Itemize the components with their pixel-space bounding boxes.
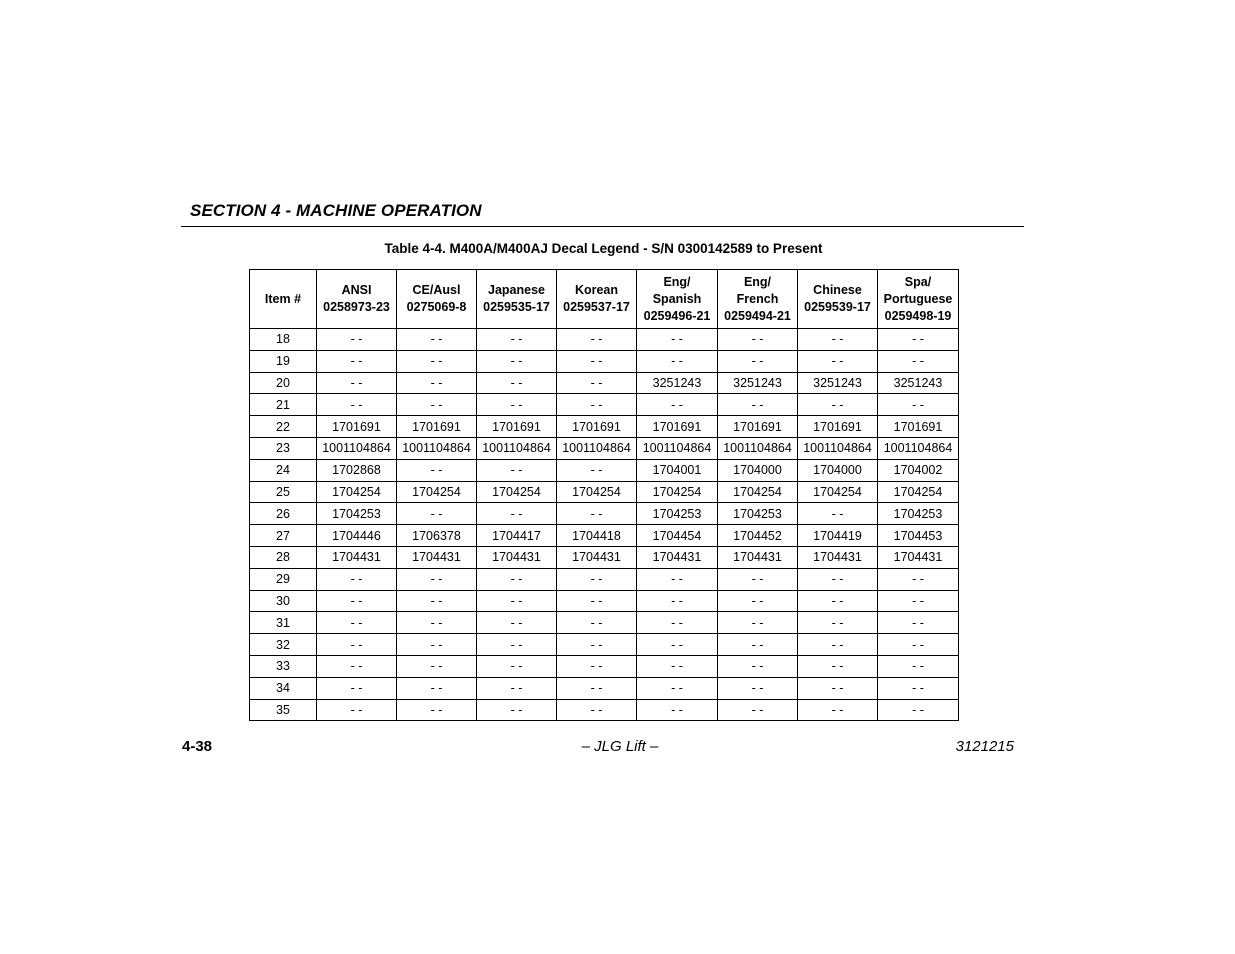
decal-part-cell: - - — [637, 612, 718, 634]
decal-part-cell: - - — [718, 394, 798, 416]
decal-part-cell: - - — [798, 329, 878, 351]
item-number-cell: 19 — [250, 350, 317, 372]
decal-part-cell: 3251243 — [878, 372, 959, 394]
decal-part-cell: 1001104864 — [718, 437, 798, 459]
column-header-line: Eng/ — [663, 274, 691, 289]
decal-part-cell: 1701691 — [798, 416, 878, 438]
decal-part-cell: - - — [878, 634, 959, 656]
column-header — [637, 270, 718, 329]
decal-part-cell: - - — [798, 394, 878, 416]
column-header-line: French — [736, 291, 779, 306]
column-header-line: 0259498-19 — [884, 308, 952, 323]
column-header-line: Chinese — [813, 283, 862, 297]
table-row — [250, 525, 959, 547]
decal-part-cell: - - — [798, 590, 878, 612]
decal-part-cell: 1001104864 — [477, 437, 557, 459]
column-header — [878, 270, 959, 329]
decal-part-cell: - - — [557, 372, 637, 394]
decal-part-cell: - - — [878, 677, 959, 699]
table-row — [250, 437, 959, 459]
item-number-cell: 29 — [250, 568, 317, 590]
decal-part-cell: - - — [317, 655, 397, 677]
item-number-cell: 27 — [250, 525, 317, 547]
decal-part-cell: 1701691 — [477, 416, 557, 438]
table-row — [250, 546, 959, 568]
item-number-cell: 23 — [250, 437, 317, 459]
decal-part-cell: - - — [477, 699, 557, 721]
decal-part-cell: - - — [878, 350, 959, 372]
decal-part-cell: 1704431 — [798, 546, 878, 568]
column-header — [397, 270, 477, 329]
item-number-cell: 24 — [250, 459, 317, 481]
decal-part-cell: - - — [397, 677, 477, 699]
decal-part-cell: - - — [317, 677, 397, 699]
item-number-cell: 26 — [250, 503, 317, 525]
decal-part-cell: - - — [798, 568, 878, 590]
decal-part-cell: - - — [637, 350, 718, 372]
decal-part-cell: - - — [557, 655, 637, 677]
decal-part-cell: - - — [718, 568, 798, 590]
column-header-line: 0259535-17 — [483, 300, 550, 314]
column-header-line: ANSI — [341, 283, 372, 297]
decal-part-cell: - - — [477, 568, 557, 590]
column-header-line: 0259537-17 — [563, 300, 630, 314]
decal-part-cell: 1001104864 — [637, 437, 718, 459]
decal-part-cell: 3251243 — [798, 372, 878, 394]
decal-part-cell: - - — [317, 329, 397, 351]
item-number-cell: 20 — [250, 372, 317, 394]
decal-part-cell: - - — [798, 655, 878, 677]
decal-part-cell: - - — [397, 568, 477, 590]
decal-part-cell: - - — [718, 677, 798, 699]
decal-part-cell: 1704254 — [477, 481, 557, 503]
decal-part-cell: 1701691 — [718, 416, 798, 438]
decal-part-cell: - - — [637, 568, 718, 590]
column-header-line: 0275069-8 — [406, 300, 467, 314]
decal-part-cell: 1701691 — [878, 416, 959, 438]
section-divider — [181, 226, 1024, 227]
decal-part-cell: - - — [718, 634, 798, 656]
table-row — [250, 503, 959, 525]
column-header-line: Eng/ — [743, 274, 772, 289]
decal-part-cell: - - — [798, 503, 878, 525]
decal-part-cell: 3251243 — [637, 372, 718, 394]
decal-part-cell: 1704254 — [878, 481, 959, 503]
decal-part-cell: - - — [397, 590, 477, 612]
decal-part-cell: - - — [798, 699, 878, 721]
column-header-line: CE/Ausl — [412, 283, 461, 297]
decal-part-cell: - - — [317, 699, 397, 721]
decal-part-cell: 1704000 — [718, 459, 798, 481]
decal-part-cell: - - — [557, 677, 637, 699]
decal-part-cell: - - — [317, 372, 397, 394]
decal-part-cell: - - — [878, 612, 959, 634]
decal-part-cell: - - — [557, 568, 637, 590]
table-caption: Table 4-4. M400A/M400AJ Decal Legend - S/N 0300142589 to Present — [384, 241, 823, 256]
item-number-cell: 33 — [250, 655, 317, 677]
column-header-line: 0259539-17 — [804, 300, 871, 314]
item-number-cell: 22 — [250, 416, 317, 438]
decal-part-cell: - - — [718, 699, 798, 721]
decal-part-cell: - - — [637, 655, 718, 677]
decal-part-cell: 1704254 — [317, 481, 397, 503]
decal-part-cell: 1704431 — [557, 546, 637, 568]
decal-part-cell: - - — [477, 350, 557, 372]
table-row — [250, 459, 959, 481]
decal-part-cell: - - — [557, 459, 637, 481]
table-row — [250, 590, 959, 612]
column-header-line: Korean — [574, 283, 619, 297]
column-header — [798, 270, 878, 329]
table-row — [250, 350, 959, 372]
column-header — [718, 270, 798, 329]
decal-part-cell: 1704431 — [637, 546, 718, 568]
decal-part-cell: - - — [557, 503, 637, 525]
decal-part-cell: - - — [317, 350, 397, 372]
decal-part-cell: - - — [718, 590, 798, 612]
decal-part-cell: - - — [718, 655, 798, 677]
item-number-cell: 21 — [250, 394, 317, 416]
item-number-cell: 35 — [250, 699, 317, 721]
decal-part-cell: - - — [637, 677, 718, 699]
decal-part-cell: - - — [397, 372, 477, 394]
decal-part-cell: 1001104864 — [317, 437, 397, 459]
decal-part-cell: - - — [317, 568, 397, 590]
decal-part-cell: - - — [878, 394, 959, 416]
decal-part-cell: 1704254 — [718, 481, 798, 503]
column-header-line: 0259494-21 — [724, 308, 791, 323]
decal-part-cell: 1704431 — [397, 546, 477, 568]
decal-part-cell: 1704253 — [637, 503, 718, 525]
decal-part-cell: - - — [477, 634, 557, 656]
decal-part-cell: 1704254 — [798, 481, 878, 503]
decal-part-cell: 1704431 — [718, 546, 798, 568]
decal-part-cell: 1704431 — [477, 546, 557, 568]
decal-part-cell: - - — [557, 590, 637, 612]
decal-part-cell: - - — [317, 590, 397, 612]
decal-part-cell: 1704254 — [557, 481, 637, 503]
decal-part-cell: - - — [557, 394, 637, 416]
table-row — [250, 699, 959, 721]
decal-part-cell: 1704419 — [798, 525, 878, 547]
footer-brand: – JLG Lift – — [581, 738, 659, 755]
decal-part-cell: - - — [878, 699, 959, 721]
decal-part-cell: 1704253 — [878, 503, 959, 525]
decal-part-cell: 1701691 — [397, 416, 477, 438]
decal-part-cell: - - — [557, 699, 637, 721]
decal-part-cell: - - — [397, 350, 477, 372]
decal-part-cell: - - — [477, 329, 557, 351]
decal-part-cell: 1704254 — [397, 481, 477, 503]
decal-part-cell: - - — [878, 568, 959, 590]
column-header-line: Spa/ — [904, 274, 932, 289]
decal-part-cell: 1001104864 — [878, 437, 959, 459]
page-number: 4-38 — [182, 738, 213, 755]
decal-part-cell: 1701691 — [317, 416, 397, 438]
decal-part-cell: 1701691 — [637, 416, 718, 438]
decal-part-cell: - - — [718, 329, 798, 351]
column-header — [477, 270, 557, 329]
item-number-cell: 25 — [250, 481, 317, 503]
decal-part-cell: - - — [397, 394, 477, 416]
decal-part-cell: - - — [477, 459, 557, 481]
decal-part-cell: - - — [397, 503, 477, 525]
table-row — [250, 481, 959, 503]
decal-part-cell: 3251243 — [718, 372, 798, 394]
decal-part-cell: 1704431 — [878, 546, 959, 568]
decal-part-cell: 1001104864 — [798, 437, 878, 459]
decal-part-cell: - - — [317, 612, 397, 634]
decal-part-cell: 1704446 — [317, 525, 397, 547]
column-header — [557, 270, 637, 329]
item-number-cell: 28 — [250, 546, 317, 568]
decal-part-cell: 1701691 — [557, 416, 637, 438]
decal-part-cell: - - — [477, 372, 557, 394]
decal-part-cell: 1704253 — [317, 503, 397, 525]
table-body — [250, 329, 959, 721]
decal-part-cell: - - — [317, 634, 397, 656]
decal-part-cell: - - — [557, 350, 637, 372]
column-header — [250, 270, 317, 329]
decal-part-cell: - - — [637, 394, 718, 416]
table-row — [250, 677, 959, 699]
decal-part-cell: 1704254 — [637, 481, 718, 503]
decal-part-cell: - - — [798, 612, 878, 634]
table-row — [250, 329, 959, 351]
decal-part-cell: - - — [397, 612, 477, 634]
decal-part-cell: 1704001 — [637, 459, 718, 481]
table-row — [250, 568, 959, 590]
decal-part-cell: - - — [798, 350, 878, 372]
decal-part-cell: - - — [477, 655, 557, 677]
decal-part-cell: - - — [317, 394, 397, 416]
column-header-line: Item # — [264, 291, 302, 306]
decal-part-cell: - - — [477, 394, 557, 416]
decal-part-cell: - - — [718, 612, 798, 634]
decal-part-cell: - - — [798, 634, 878, 656]
decal-part-cell: - - — [397, 655, 477, 677]
decal-part-cell: - - — [477, 503, 557, 525]
decal-part-cell: 1704454 — [637, 525, 718, 547]
table-row — [250, 394, 959, 416]
decal-part-cell: 1704417 — [477, 525, 557, 547]
table-header-row — [250, 270, 959, 329]
table-row — [250, 372, 959, 394]
decal-part-cell: - - — [637, 590, 718, 612]
decal-part-cell: - - — [397, 634, 477, 656]
decal-part-cell: 1704002 — [878, 459, 959, 481]
decal-part-cell: 1001104864 — [397, 437, 477, 459]
column-header-line: Japanese — [488, 283, 545, 297]
document-number: 3121215 — [955, 738, 1014, 755]
table-row — [250, 655, 959, 677]
item-number-cell: 18 — [250, 329, 317, 351]
decal-part-cell: - - — [397, 329, 477, 351]
decal-part-cell: - - — [397, 459, 477, 481]
decal-legend-table — [249, 269, 959, 721]
decal-part-cell: 1704253 — [718, 503, 798, 525]
decal-part-cell: - - — [557, 634, 637, 656]
decal-part-cell: - - — [477, 590, 557, 612]
column-header-line: Spanish — [652, 291, 702, 306]
decal-part-cell: 1702868 — [317, 459, 397, 481]
decal-part-cell: 1706378 — [397, 525, 477, 547]
column-header-line: 0258973-23 — [323, 300, 390, 314]
column-header — [317, 270, 397, 329]
decal-part-cell: - - — [718, 350, 798, 372]
decal-part-cell: - - — [878, 655, 959, 677]
item-number-cell: 32 — [250, 634, 317, 656]
column-header-line: Portuguese — [883, 291, 953, 306]
item-number-cell: 30 — [250, 590, 317, 612]
decal-part-cell: - - — [557, 612, 637, 634]
decal-part-cell: - - — [477, 677, 557, 699]
decal-part-cell: - - — [397, 699, 477, 721]
decal-part-cell: - - — [477, 612, 557, 634]
decal-part-cell: - - — [557, 329, 637, 351]
decal-part-cell: - - — [878, 590, 959, 612]
decal-part-cell: 1704452 — [718, 525, 798, 547]
item-number-cell: 31 — [250, 612, 317, 634]
decal-part-cell: - - — [798, 677, 878, 699]
decal-part-cell: 1001104864 — [557, 437, 637, 459]
decal-part-cell: - - — [637, 699, 718, 721]
decal-part-cell: 1704453 — [878, 525, 959, 547]
table-row — [250, 634, 959, 656]
decal-part-cell: 1704418 — [557, 525, 637, 547]
section-title: SECTION 4 - MACHINE OPERATION — [190, 201, 482, 220]
decal-part-cell: - - — [878, 329, 959, 351]
column-header-line: 0259496-21 — [643, 308, 711, 323]
decal-part-cell: - - — [637, 329, 718, 351]
table-row — [250, 612, 959, 634]
table-row — [250, 416, 959, 438]
decal-part-cell: 1704000 — [798, 459, 878, 481]
item-number-cell: 34 — [250, 677, 317, 699]
decal-part-cell: - - — [637, 634, 718, 656]
decal-part-cell: 1704431 — [317, 546, 397, 568]
